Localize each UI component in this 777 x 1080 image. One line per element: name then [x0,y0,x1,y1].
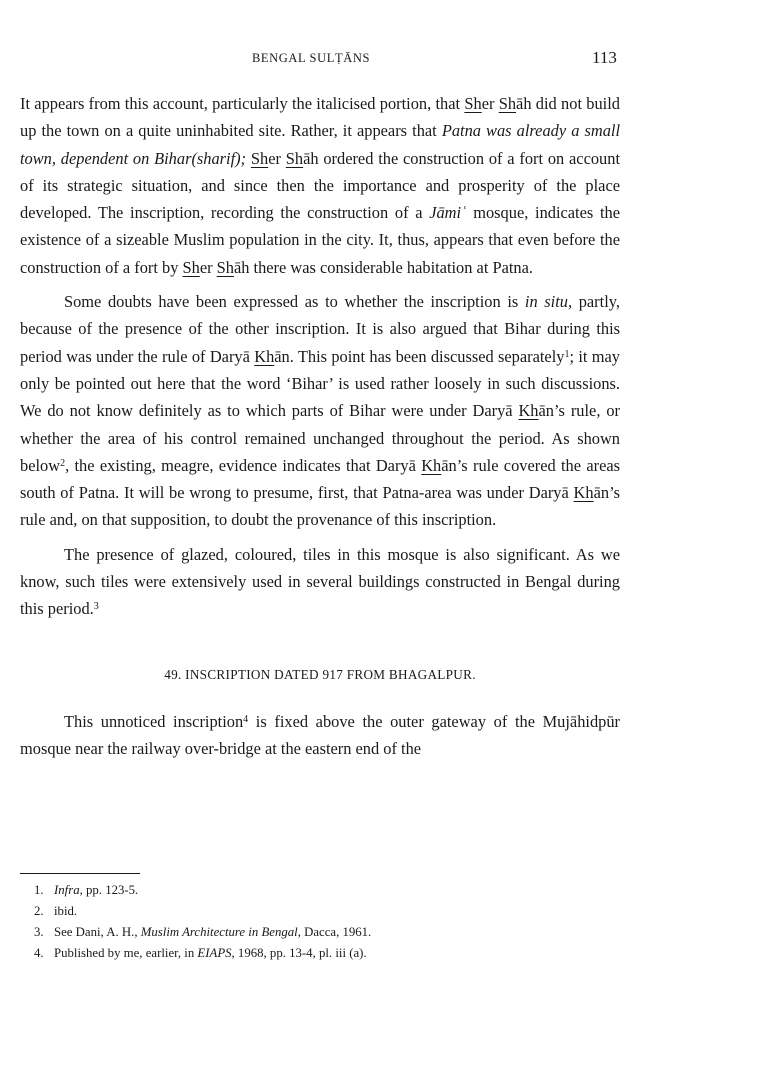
paragraph-1 [20,90,620,281]
underlined-digraph: Kh [421,455,442,475]
paragraph-3 [20,541,620,623]
text-run: ān. This point has been discussed separately [274,346,565,366]
underlined-digraph: Kh [254,346,275,366]
footnote-text: pp. 123-5. [82,883,139,897]
text-run: is fixed above the outer gateway of the Mujāhidpūr mosque near the railway over-bridge at the eastern end of the [20,711,620,759]
underlined-digraph: Sh [182,257,200,277]
text-run: āh there was considerable habitation at Patna. [233,257,533,277]
footnote-1 [34,880,594,901]
text-run: ān’s rule and, on that supposition, to doubt the provenance of this inscription. [20,483,620,530]
footnote-4 [34,943,594,964]
paragraph-4 [20,708,620,763]
page-number: 113 [592,48,617,67]
footnote-marker: 4 [243,713,249,725]
footnote-text: Published by me, earlier, in [54,946,198,960]
text-run: , the existing, meagre, evidence indicates that Daryā [65,455,422,475]
footnote-number: 1. [34,883,44,897]
italic-term: Jāmiʿ [429,203,467,223]
section-heading: 49. INSCRIPTION DATED 917 FROM BHAGALPUR. [164,666,476,682]
underlined-digraph: Sh [250,148,269,168]
text-run: mosque, indicates the existence of a sizeable Muslim population in the city. It, thus, appears that even before the construction of a fort by [20,203,620,277]
footnote-marker: 3 [93,601,99,613]
underlined-digraph: Kh [518,401,539,421]
footnote-text: Dacca, 1961. [300,925,372,939]
text-run: It appears from this account, particularly the italicised portion, that [20,94,465,113]
footnote-marker: 2 [60,457,66,469]
footnote-text: See Dani, A. H., [54,925,141,939]
italic-phrase: Patna was already a small town, dependent on Bihar(sharif); [20,121,620,168]
page-header [0,48,777,70]
text-run: ; it may only be pointed out here that the word ‘Bihar’ is used rather loosely in such discussions. We do not know definitely as to which parts of Bihar were under Daryā [20,346,621,421]
underlined-digraph: Sh [498,94,517,113]
text-run: āh did not build up the town on a quite uninhabited site. Rather, it appears that [20,94,620,141]
text-run: er [481,94,499,113]
running-head: BENGAL SULṬĀNS [252,51,371,65]
footnote-number: 2. [34,904,44,918]
footnotes [34,880,594,964]
footnote-text: ibid. [54,904,78,918]
footnote-text: 1968, pp. 13-4, pl. iii (a). [234,946,367,960]
footnote-rule [20,873,140,874]
underlined-digraph: Sh [216,257,234,277]
text-run: The presence of glazed, coloured, tiles in this mosque is also significant. As we know, such tiles were extensively used in several buildings constructed in Bengal during this period. [20,544,620,619]
text-run: ān’s rule covered the areas south of Patna. It will be wrong to presume, first, that Patna-area was under Daryā [20,455,620,503]
text-run: ān’s rule, or whether the area of his control remained unchanged throughout the period. As shown below [20,401,620,475]
footnote-number: 4. [34,946,44,960]
footnote-3 [34,922,594,943]
text-run: partly, because of the presence of the other inscription. It is also argued that Bihar during this period was under the rule of Daryā [20,292,620,366]
underlined-digraph: Sh [285,148,304,168]
text-run: āh ordered the construction of a fort on account of its strategic situation, and since then the importance and prosperity of the place developed. The inscription, recording the construction of a [20,148,620,223]
footnote-italic: Infra, [54,883,83,897]
footnote-italic: Muslim Architecture in Bengal, [140,925,301,939]
footnote-italic: EIAPS, [197,946,235,960]
text-run: er [199,257,217,277]
paragraph-2 [20,288,620,534]
text-run: Some doubts have been expressed as to whether the inscription is [64,292,525,312]
text-run: This unnoticed inscription [64,711,244,731]
text-run: er [268,148,286,168]
footnote-number: 3. [34,925,44,939]
footnote-marker: 1 [564,348,570,360]
footnote-2 [34,901,594,922]
underlined-digraph: Sh [464,94,482,113]
underlined-digraph: Kh [573,483,594,503]
italic-term: in situ, [524,292,573,312]
body-text [20,90,620,763]
